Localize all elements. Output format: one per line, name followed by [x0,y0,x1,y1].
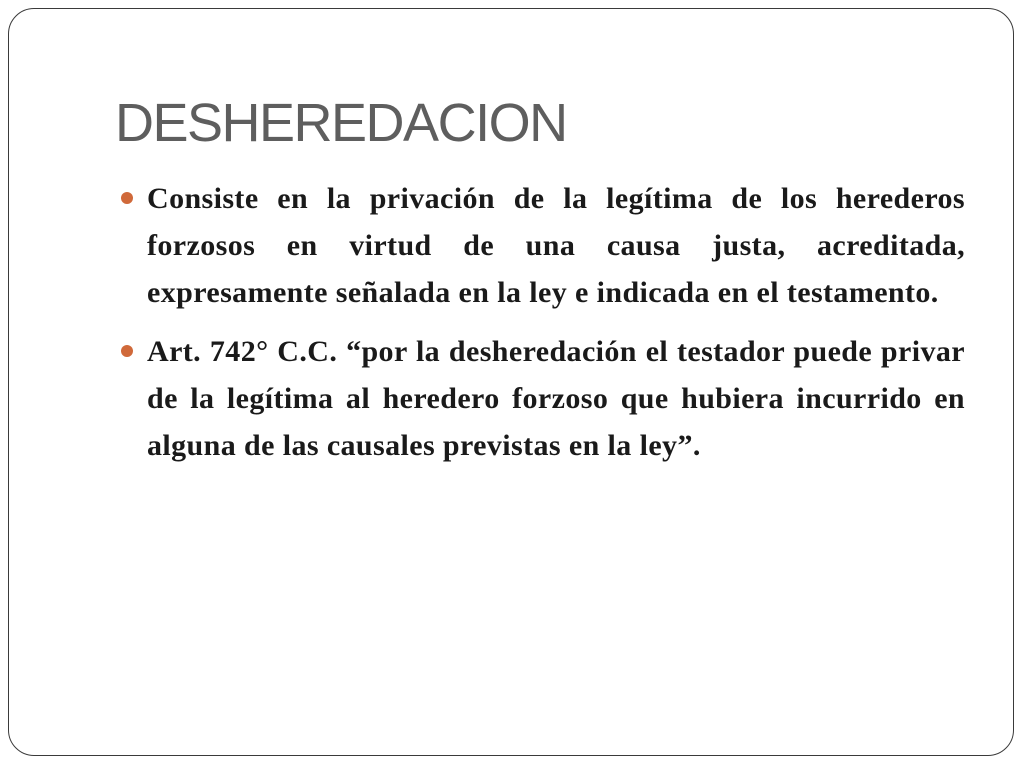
bullet-item [121,328,965,469]
slide-title: DESHEREDACION [115,93,567,153]
slide-frame [8,8,1014,756]
bullet-list [121,175,965,481]
bullet-dot-icon [121,345,133,357]
bullet-item [121,175,965,316]
bullet-dot-icon [121,192,133,204]
bullet-text: Art. 742° C.C. “por la desheredación el testador puede privar de la legítima al heredero forzoso que hubiera incurrido en alguna de las causales previstas en la ley”. [147,335,965,462]
bullet-text: Consiste en la privación de la legítima de los herederos forzosos en virtud de una causa justa, acreditada, expresamente señalada en la ley e indicada en el testamento. [147,182,965,309]
